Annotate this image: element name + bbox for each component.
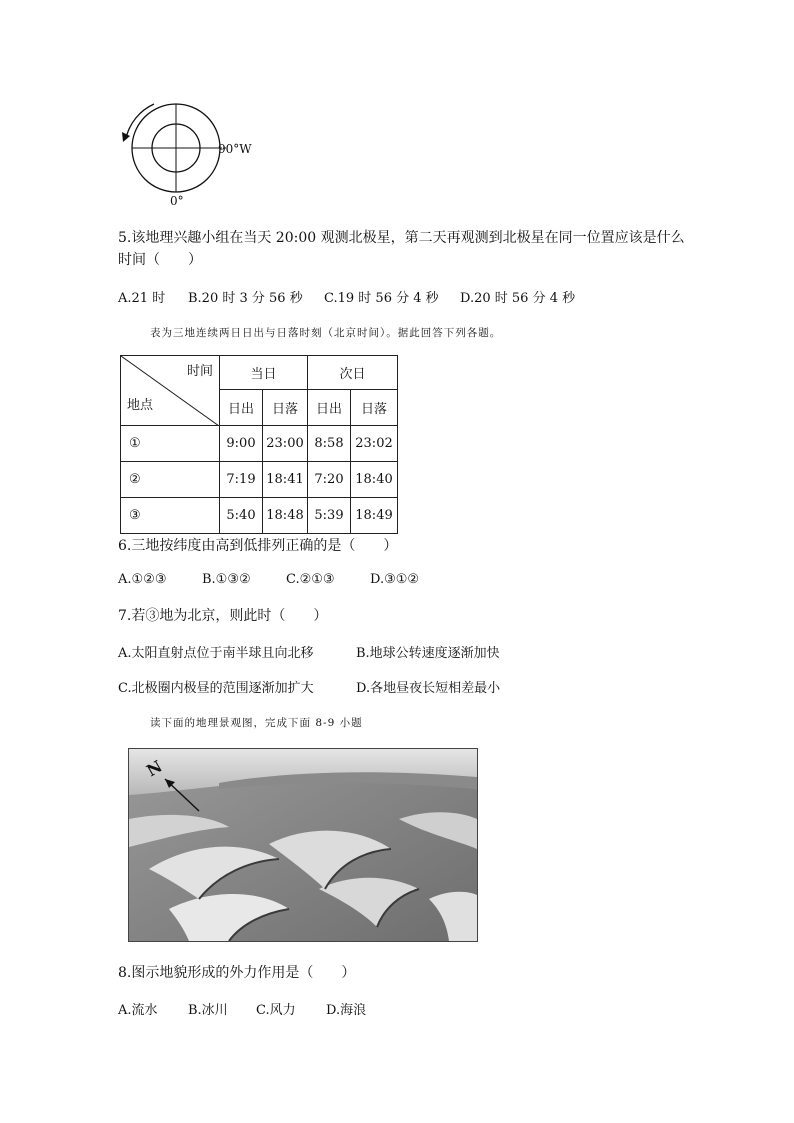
table-corner-cell [121,356,220,426]
sunrise-sunset-table [120,355,398,534]
table-row [121,462,398,498]
q6-option-a[interactable]: A.①②③ [118,572,167,587]
row-place: ② [121,462,220,498]
q7-options-row1 [118,642,500,661]
q7-option-c[interactable]: C.北极圈内极昼的范围逐渐加扩大 [118,681,314,696]
table-row [121,498,398,534]
q8-option-c[interactable]: C.风力 [256,1003,296,1018]
q5-line1: 5.该地理兴趣小组在当天 20:00 观测北极星，第二天再观测到北极星在同一位置应该是什么 [118,230,685,246]
polar-diagram [118,98,268,210]
q7-options-row2 [118,677,500,696]
q8-option-d[interactable]: D.海浪 [326,1003,367,1018]
q7-option-d[interactable]: D.各地昼夜长短相差最小 [356,681,501,696]
q5-option-b[interactable]: B.20 时 3 分 56 秒 [188,291,303,306]
corner-top-label: 时间 [186,364,213,379]
cell: 18:40 [351,462,398,498]
row-place: ① [121,426,220,462]
q5-option-d[interactable]: D.20 时 56 分 4 秒 [460,291,576,306]
north-label: N [143,756,166,781]
q7-option-b[interactable]: B.地球公转速度逐渐加快 [356,646,500,661]
cell: 5:40 [220,498,263,534]
q8-options [118,999,366,1018]
cell: 18:41 [263,462,308,498]
sub-sunrise-1: 日出 [220,390,263,426]
dune-illustration [129,749,477,941]
label-90w: 90°W [218,142,252,156]
q8-option-b[interactable]: B.冰川 [188,1003,228,1018]
q5-option-a[interactable]: A.21 时 [118,291,166,306]
sub-sunset-1: 日落 [263,390,308,426]
q6-option-b[interactable]: B.①③② [202,572,251,587]
row-place: ③ [121,498,220,534]
cell: 23:00 [263,426,308,462]
sub-sunset-2: 日落 [351,390,398,426]
q6-text: 6.三地按纬度由高到低排列正确的是（ ） [118,538,398,554]
q7-text: 7.若③地为北京，则此时（ ） [118,608,328,624]
cell: 7:19 [220,462,263,498]
cell: 23:02 [351,426,398,462]
q8-option-a[interactable]: A.流水 [118,1003,158,1018]
q5-option-c[interactable]: C.19 时 56 分 4 秒 [324,291,439,306]
cell: 8:58 [308,426,351,462]
dune-landscape-photo [128,748,478,942]
cell: 5:39 [308,498,351,534]
q5-line2: 时间（ ） [118,252,202,268]
cell: 18:49 [351,498,398,534]
header-day1: 当日 [220,356,308,390]
sub-sunrise-2: 日出 [308,390,351,426]
label-0: 0° [170,194,184,208]
q8-text: 8.图示地貌形成的外力作用是（ ） [118,965,356,981]
q6-option-c[interactable]: C.②①③ [286,572,335,587]
q6-option-d[interactable]: D.③①② [370,572,420,587]
q6-options [118,572,419,587]
cell: 18:48 [263,498,308,534]
cell: 7:20 [308,462,351,498]
table-intro: 表为三地连续两日日出与日落时刻（北京时间）。据此回答下列各题。 [150,327,502,339]
table-row [121,426,398,462]
header-day2: 次日 [308,356,398,390]
cell: 9:00 [220,426,263,462]
q5-options [118,287,575,306]
corner-bottom-label: 地点 [127,398,154,413]
photo-intro: 读下面的地理景观图，完成下面 8-9 小题 [150,717,363,729]
q7-option-a[interactable]: A.太阳直射点位于南半球且向北移 [118,646,314,661]
